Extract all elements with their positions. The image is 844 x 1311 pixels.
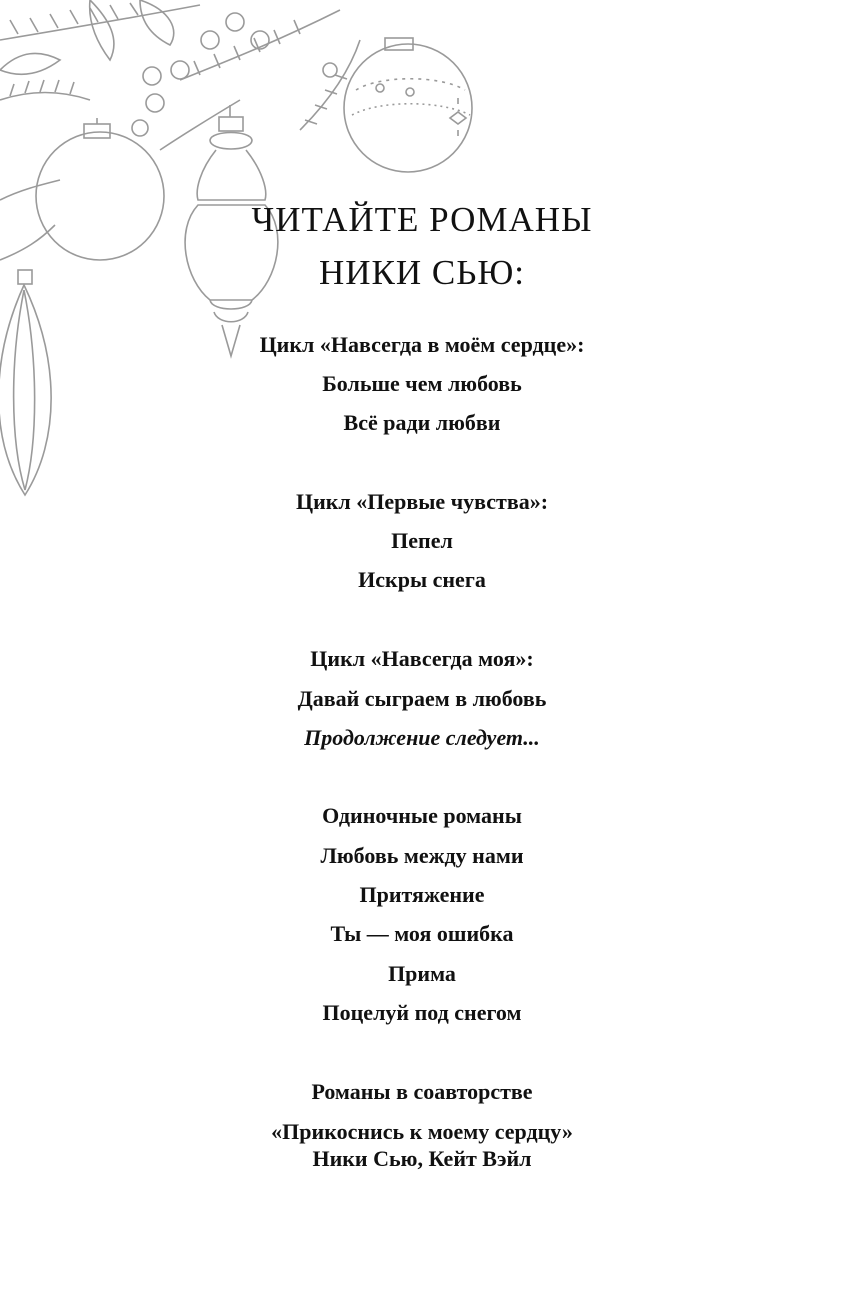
book-title: Прима [388,961,456,986]
section-heading: Одиночные романы [322,803,522,828]
book-title: Ты — моя ошибка [330,921,514,946]
leaf-icon [0,0,174,74]
book-title: Любовь между нами [320,843,524,868]
ornament-ball-icon [344,38,472,172]
section-heading: Романы в соавторстве [311,1079,533,1104]
page-title-line-2: НИКИ СЬЮ: [318,253,526,292]
book-title: Всё ради любви [343,410,501,435]
book-title: Поцелуй под снегом [322,1000,522,1025]
section-heading: Цикл «Навсегда моя»: [310,646,534,671]
continuation-note: Продолжение следует... [304,725,540,750]
book-title: «Прикоснись к моему сердцу» [271,1119,573,1144]
book-title: Искры снега [358,567,486,592]
book-title: Притяжение [359,882,485,907]
book-title: Пепел [391,528,453,553]
book-title: Давай сыграем в любовь [297,686,547,711]
section-heading: Цикл «Навсегда в моём сердце»: [259,332,585,357]
section-heading: Цикл «Первые чувства»: [295,489,549,514]
book-title: Больше чем любовь [322,371,522,396]
co-authors: Ники Сью, Кейт Вэйл [312,1146,532,1171]
page-title-line-1: ЧИТАЙТЕ РОМАНЫ [251,200,593,239]
